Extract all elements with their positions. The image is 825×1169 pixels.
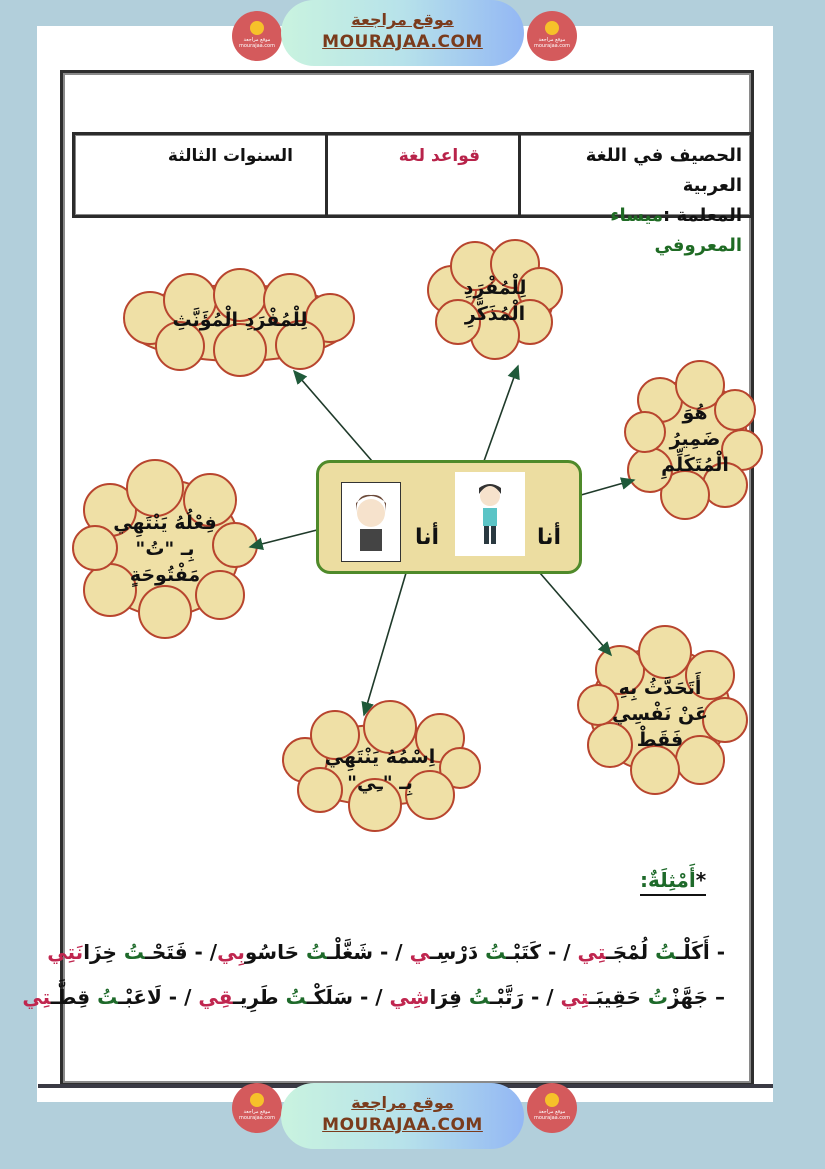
cloud-text-feminine-singular: لِلْمُفْرَدِ الْمُؤَنَّثِ	[172, 309, 308, 331]
example-segment: لُمْجَـ	[605, 940, 656, 964]
cloud-text-masculine-singular	[440, 275, 550, 327]
example-segment: تِي	[577, 940, 606, 964]
self-line-1: أَتَحَدَّثُ بِهِ	[618, 677, 702, 699]
example-segment: تُ	[485, 940, 507, 964]
example-segment: / - كَتَبْـ	[506, 940, 578, 964]
pronoun-ana-right: أنا	[536, 525, 561, 550]
verb-line-2: بِـ "تُ"	[135, 538, 195, 560]
site-logo-bottom-left[interactable]	[232, 1083, 282, 1133]
site-banner-bottom[interactable]	[281, 1083, 524, 1149]
example-segment: / - رَتَّبْـ	[489, 985, 561, 1009]
examples-star: *	[695, 868, 707, 892]
example-segment: تِي	[22, 985, 51, 1009]
example-segment: بِي	[217, 940, 245, 964]
logo-text: موقع مراجعة mourajaa.com	[238, 1109, 275, 1121]
center-pronoun-box	[316, 460, 582, 574]
logo-text: موقع مراجعة mourajaa.com	[238, 37, 275, 49]
cloud-text-noun	[310, 744, 450, 796]
boy-picture	[455, 472, 525, 556]
pronoun-line-1: هُوَ	[682, 402, 708, 424]
example-segment: / - لَاعَبْـ	[118, 985, 199, 1009]
cloud-text-verb	[100, 510, 230, 588]
logo-icon	[250, 1093, 264, 1107]
example-segment: قِي	[198, 985, 233, 1009]
example-segment: – جَهَّزْ	[667, 985, 725, 1009]
banner-arabic: موقع مراجعة	[351, 10, 454, 29]
banner-english: MOURAJAA.COM	[322, 32, 483, 52]
example-segment: / - سَلَكْـ	[306, 985, 390, 1009]
worksheet-title: الحصيف في اللغة العربية	[585, 145, 742, 196]
example-segment: فِرَا	[429, 985, 469, 1009]
pronoun-ana-left: أنا	[415, 525, 440, 550]
subject: قواعد لغة	[398, 146, 480, 166]
verb-line-1: فِعْلُهُ يَنْتَهِي	[113, 512, 217, 534]
noun-line-1: اِسْمُهُ يَنْتَهِي	[324, 746, 436, 768]
girl-picture	[341, 482, 401, 562]
logo-text: موقع مراجعة mourajaa.com	[533, 1109, 570, 1121]
masculine-text: لِلْمُفْرَدِ الْمُذَكَّرِ	[463, 277, 527, 325]
grade-level: السنوات الثالثة	[167, 146, 293, 166]
noun-line-2: بِـ "ـِي"	[347, 772, 413, 794]
example-segment: شِي	[389, 985, 430, 1009]
examples-title: أَمْثِلَةٌ:	[640, 868, 696, 892]
self-line-2: عَنْ نَفْسِي	[611, 703, 709, 725]
logo-icon	[545, 1093, 559, 1107]
example-segment: / - فَتَحْـ	[145, 940, 218, 964]
examples-line-2	[22, 985, 725, 1009]
example-segment: تُ	[647, 985, 668, 1009]
example-segment: تُ	[468, 985, 490, 1009]
example-segment: تُ	[123, 940, 146, 964]
example-segment: تُ	[655, 940, 677, 964]
example-segment: تِي	[560, 985, 589, 1009]
teacher-name: ميساء المعروفي	[610, 205, 742, 256]
example-segment: - أَكَلْـ	[676, 940, 725, 964]
example-segment: نَتِي	[47, 940, 84, 964]
cloud-text-self	[600, 675, 720, 753]
self-line-3: فَقَطْ	[636, 729, 684, 751]
example-segment: خِزَا	[83, 940, 124, 964]
example-segment: طَرِيـ	[232, 985, 286, 1009]
cloud-text-pronoun	[650, 400, 740, 478]
verb-line-3: مَفْتُوحَةٍ	[129, 564, 201, 586]
banner-english: MOURAJAA.COM	[322, 1115, 483, 1135]
example-segment: / - شَغَّلْـ	[327, 940, 410, 964]
example-segment: تُ	[285, 985, 307, 1009]
teacher-label: المعلمة :	[663, 205, 742, 226]
example-segment: ي	[409, 940, 430, 964]
logo-text: موقع مراجعة mourajaa.com	[533, 37, 570, 49]
pronoun-line-2: ضَمِيرُ	[669, 428, 721, 450]
pronoun-line-3: الْمُتَكَلِّمِ	[661, 454, 729, 476]
example-segment: تُ	[97, 985, 119, 1009]
example-segment: دَرْسِـ	[429, 940, 486, 964]
example-segment: تُ	[305, 940, 328, 964]
example-segment: حَقِيبَـ	[588, 985, 648, 1009]
example-segment: قِطَّـ	[50, 985, 98, 1009]
site-logo-bottom-right[interactable]	[527, 1083, 577, 1133]
example-segment: حَاسُو	[244, 940, 306, 964]
banner-arabic: موقع مراجعة	[351, 1093, 454, 1112]
examples-line-1	[47, 940, 725, 964]
examples-heading	[640, 868, 706, 896]
